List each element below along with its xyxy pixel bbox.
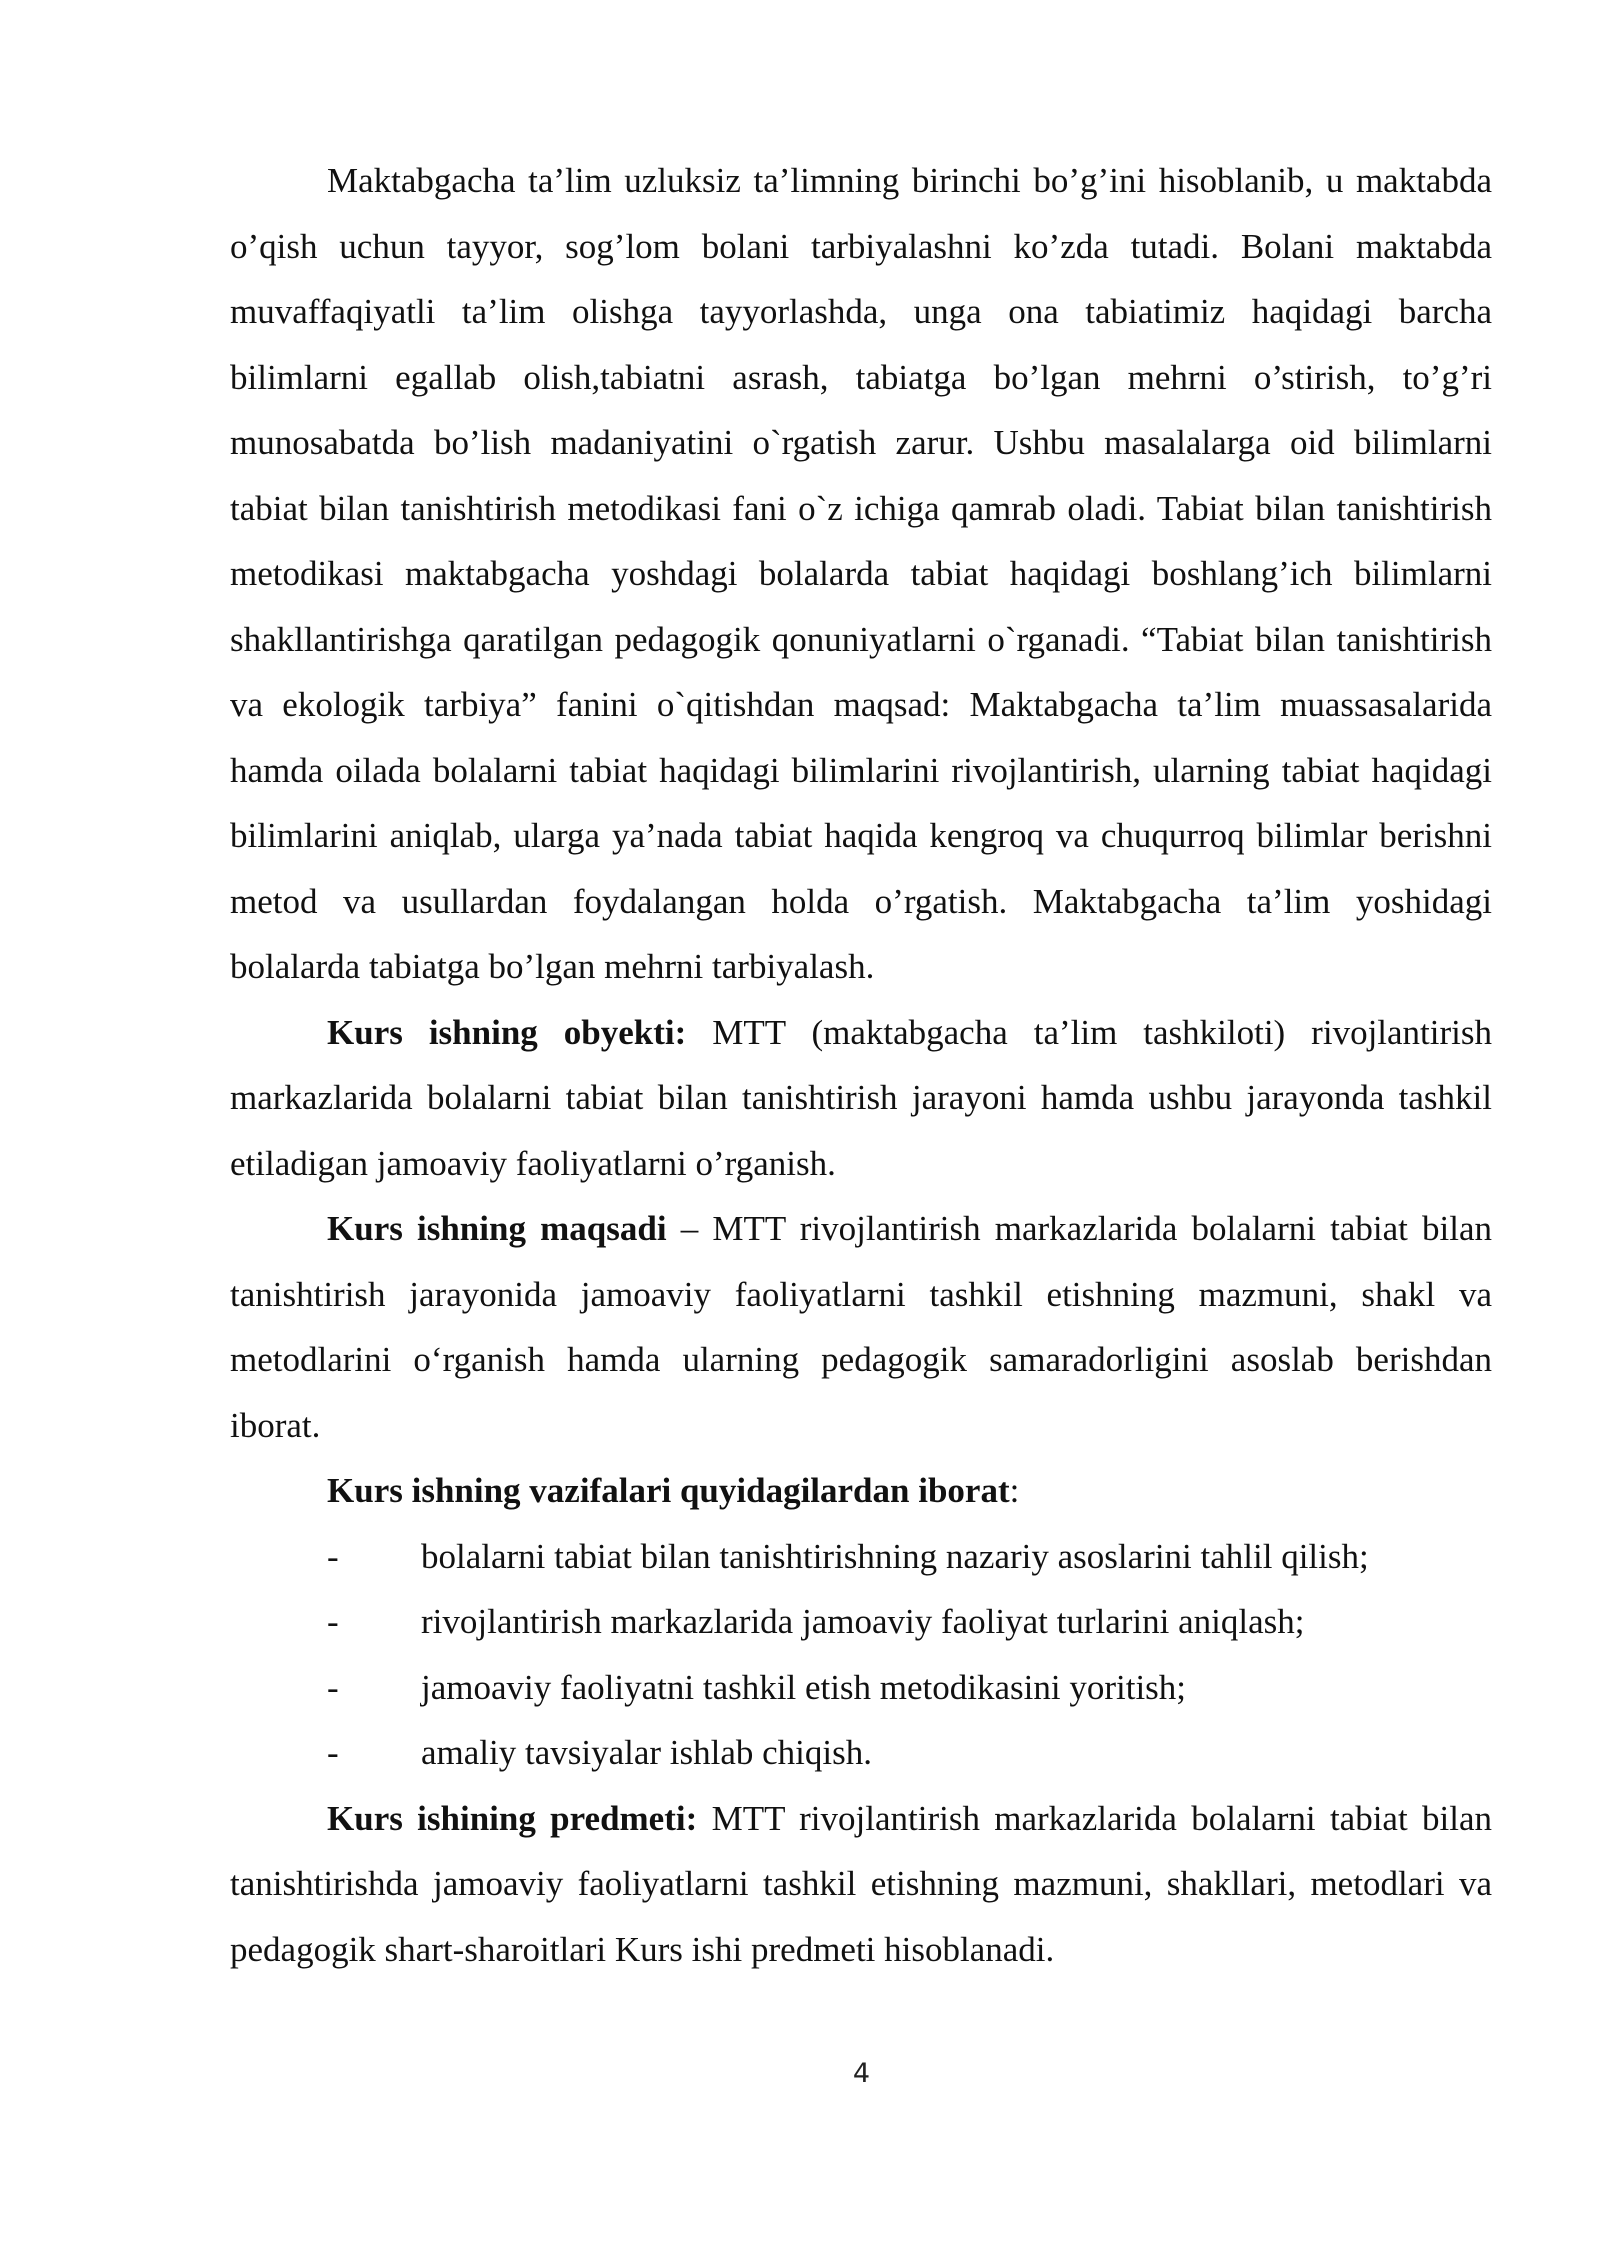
list-item-text: bolalarni tabiat bilan tanishtirishning nazariy asoslarini tahlil qilish;: [421, 1536, 1369, 1576]
page-number: 4: [852, 2058, 871, 2089]
object-paragraph: [230, 1000, 1492, 1197]
list-dash: -: [327, 1733, 339, 1772]
object-text: MTT (maktabgacha ta’lim tashkiloti) rivojlantirish markazlarida bolalarni tabiat bilan tanishtirish jarayoni hamda ushbu jarayonda tashkil etiladigan jamoaviy faoliyatlarni o’rganish.: [230, 1012, 1492, 1183]
goal-label: Kurs ishning maqsadi: [327, 1209, 667, 1248]
list-item: [230, 1524, 1492, 1590]
list-item-text: rivojlantirish markazlarida jamoaviy faoliyat turlarini aniqlash;: [421, 1602, 1305, 1641]
tasks-list: [230, 1524, 1492, 1786]
subject-label: Kurs ishining predmeti:: [327, 1798, 698, 1838]
tasks-heading-label: Kurs ishning vazifalari quyidagilardan iborat: [327, 1471, 1010, 1510]
intro-paragraph: Maktabgacha ta’lim uzluksiz ta’limning birinchi bo’g’ini hisoblanib, u maktabda o’qish uchun tayyor, sog’lom bolani tarbiyalashni ko’zda tutadi. Bolani maktabda muvaffaqiyatli ta’lim olishga tayyorlashda, unga ona tabiatimiz haqidagi barcha bilimlarni egallab olish,tabiatni asrash, tabiatga bo’lgan mehrni o’stirish, to’g’ri munosabatda bo’lish madaniyatini o`rgatish zarur. Ushbu masalalarga oid bilimlarni tabiat bilan tanishtirish metodikasi fani o`z ichiga qamrab oladi. Tabiat bilan tanishtirish metodikasi maktabgacha yoshdagi bolalarda tabiat haqidagi boshlang’ich bilimlarni shakllantirishga qaratilgan pedagogik qonuniyatlarni o`rganadi. “Tabiat bilan tanishtirish va ekologik tarbiya” fanini o`qitishdan maqsad: Maktabgacha ta’lim muassasalarida hamda oilada bolalarni tabiat haqidagi bilimlarini rivojlantirish, ularning tabiat haqidagi bilimlarini aniqlab, ularga ya’nada tabiat haqida kengroq va chuqurroq bilimlar berishni metod va usullardan foydalangan holda o’rgatish. Maktabgacha ta’lim yoshidagi bolalarda tabiatga bo’lgan mehrni tarbiyalash.: [230, 161, 1492, 986]
list-dash: -: [327, 1536, 339, 1576]
goal-paragraph: [230, 1196, 1492, 1458]
document-body: [230, 148, 1492, 1982]
list-item: [230, 1720, 1492, 1786]
goal-text: – MTT rivojlantirish markazlarida bolalarni tabiat bilan tanishtirish jarayonida jamoaviy faoliyatlarni tashkil etishning mazmuni, shakl va metodlarini o‘rganish hamda ularning pedagogik samaradorligini asoslab berishdan iborat.: [230, 1209, 1492, 1445]
object-label: Kurs ishning obyekti:: [327, 1012, 687, 1052]
list-item: [230, 1589, 1492, 1655]
list-dash: -: [327, 1667, 339, 1707]
list-item: [230, 1655, 1492, 1721]
tasks-heading-colon: :: [1009, 1471, 1020, 1510]
list-item-text: jamoaviy faoliyatni tashkil etish metodikasini yoritish;: [421, 1667, 1187, 1707]
subject-paragraph: [230, 1786, 1492, 1983]
list-item-text: amaliy tavsiyalar ishlab chiqish.: [421, 1733, 873, 1772]
tasks-heading: [230, 1458, 1492, 1524]
subject-text: MTT rivojlantirish markazlarida bolalarni tabiat bilan tanishtirishda jamoaviy faoliyatlarni tashkil etishning mazmuni, shakllari, metodlari va pedagogik shart-sharoitlari Kurs ishi predmeti hisoblanadi.: [230, 1798, 1492, 1969]
list-dash: -: [327, 1602, 339, 1641]
